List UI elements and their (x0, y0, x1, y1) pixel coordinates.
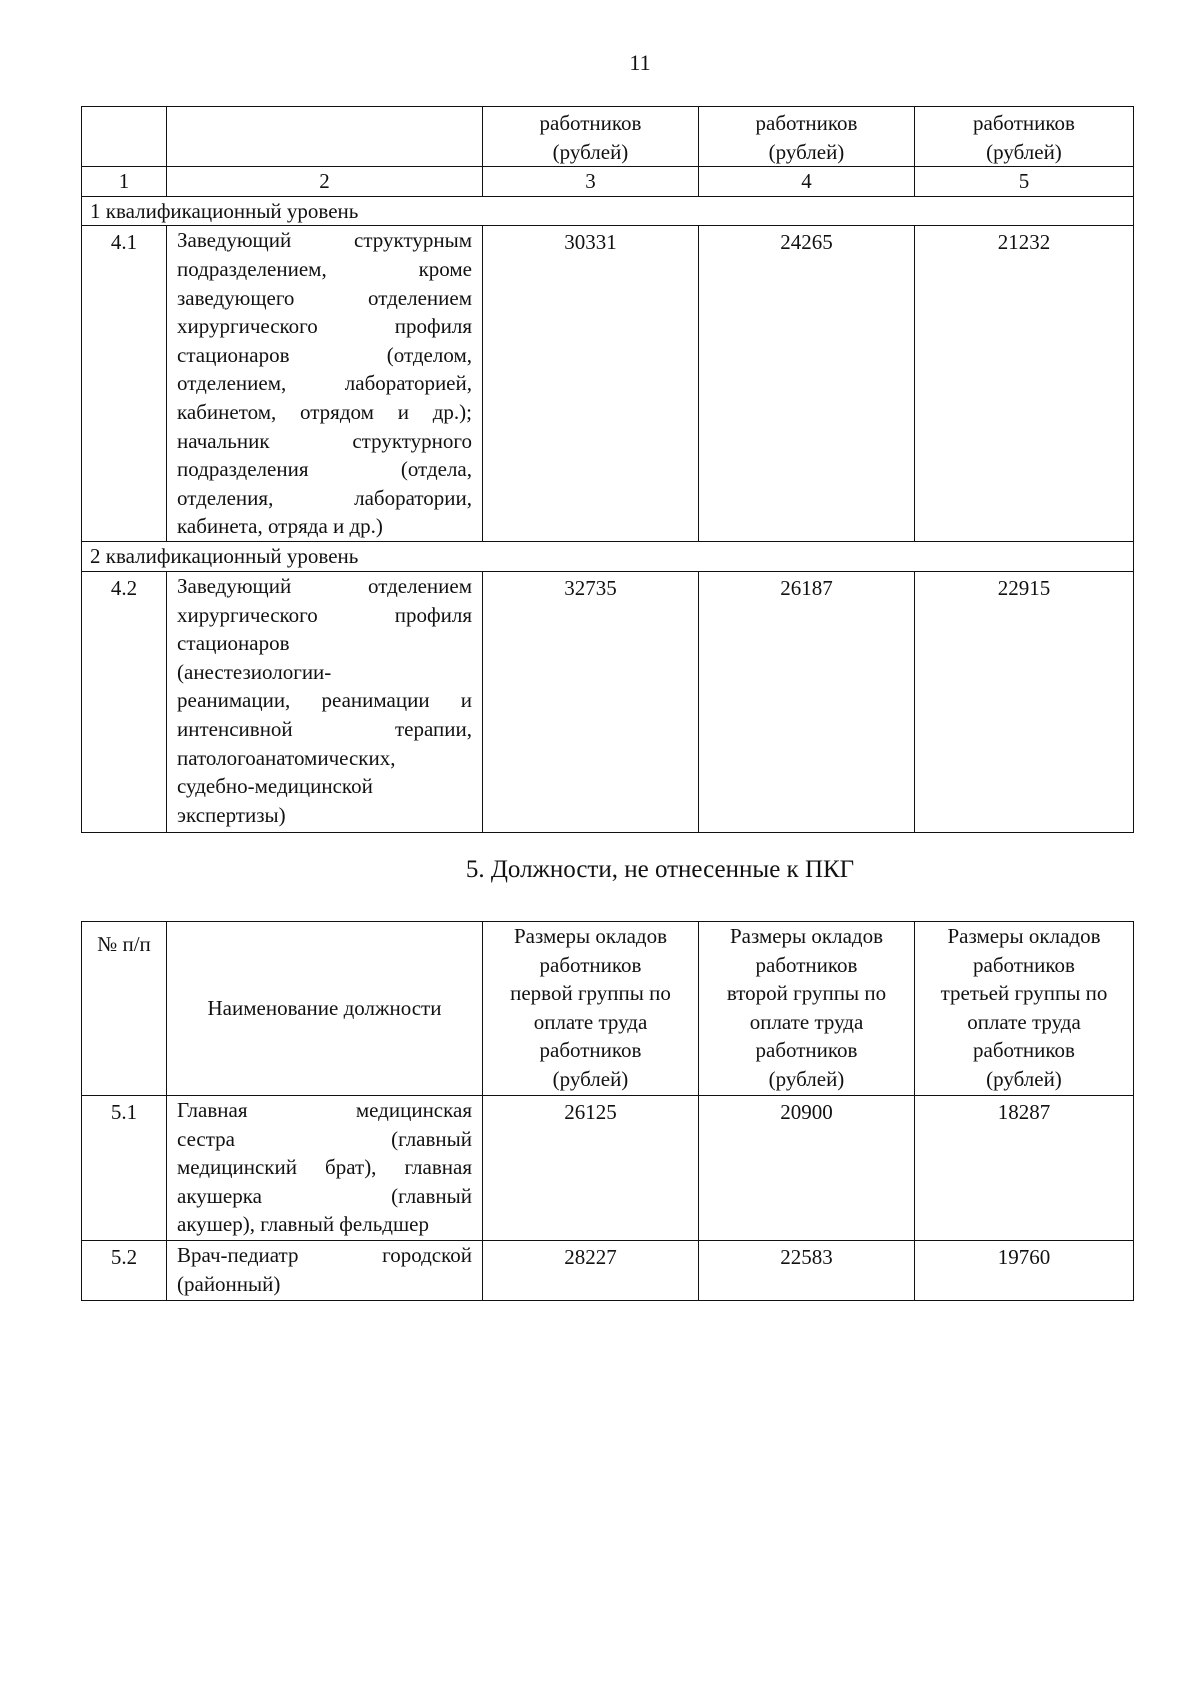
position-name-line: интенсивной терапии, (177, 716, 472, 741)
header-line: оплате труда (749, 1009, 864, 1034)
salary-table-non-pkg (81, 921, 1134, 1301)
salary-value: 22583 (699, 1241, 915, 1301)
salary-value: 32735 (483, 571, 699, 832)
column-number: 4 (699, 167, 915, 197)
header-cell-num: № п/п (82, 922, 167, 1096)
header-line: Размеры окладов (513, 924, 668, 948)
position-name-line: медицинский брат), главная (177, 1155, 472, 1180)
salary-value: 26125 (483, 1096, 699, 1241)
salary-value: 24265 (699, 226, 915, 542)
salary-value: 26187 (699, 571, 915, 832)
salary-value: 19760 (915, 1241, 1134, 1301)
salary-value: 21232 (915, 226, 1134, 542)
position-name (167, 226, 483, 542)
position-name-line: сестра (главный (177, 1126, 472, 1151)
qualification-level-row (82, 196, 1134, 226)
table-row (82, 571, 1134, 832)
header-line: (рублей) (552, 139, 629, 164)
position-name-line: акушерка (главный (177, 1183, 472, 1208)
header-cell-unit (699, 107, 915, 167)
header-line: работников (539, 111, 642, 135)
position-name-line: (районный) (177, 1271, 281, 1296)
position-name-line: хирургического профиля (177, 602, 472, 627)
header-line: третьей группы по (940, 981, 1108, 1006)
header-cell-empty (167, 107, 483, 167)
qualification-level-label: 2 квалификационный уровень (82, 542, 1134, 572)
salary-value: 28227 (483, 1241, 699, 1301)
table-row (82, 226, 1134, 542)
position-name-line: кабинетом, отрядом и др.); (177, 399, 472, 424)
header-line: работников (973, 1038, 1075, 1063)
header-line: (рублей) (552, 1066, 629, 1091)
header-cell-unit (483, 107, 699, 167)
header-line: (рублей) (986, 139, 1062, 164)
column-number-row (82, 167, 1134, 197)
position-name (167, 1241, 483, 1301)
row-number: 4.1 (82, 226, 167, 542)
position-name (167, 1096, 483, 1241)
position-name-line: кабинета, отряда и др.) (177, 514, 383, 539)
position-name-line: Заведующий отделением (177, 573, 472, 598)
column-number: 5 (915, 167, 1134, 197)
qualification-level-label: 1 квалификационный уровень (82, 196, 1134, 226)
position-name-line: подразделением, кроме (177, 256, 472, 281)
header-line: первой группы по (510, 981, 671, 1006)
table-header-row (82, 922, 1134, 1096)
position-name-line: стационаров (отделом, (177, 342, 472, 367)
column-number: 2 (167, 167, 483, 197)
salary-value: 22915 (915, 571, 1134, 832)
position-name-line: экспертизы) (177, 802, 286, 827)
column-number: 3 (483, 167, 699, 197)
header-line: работников (755, 111, 858, 135)
header-cell-unit (915, 107, 1134, 167)
position-name-line: судебно-медицинской (177, 774, 373, 799)
row-number: 5.2 (82, 1241, 167, 1301)
header-line: работников (755, 1038, 858, 1063)
position-name-line: заведующего отделением (177, 285, 472, 310)
salary-value: 30331 (483, 226, 699, 542)
header-line: работников (755, 952, 858, 977)
position-name-line: Врач-педиатр городской (177, 1243, 472, 1267)
position-name (167, 571, 483, 832)
position-name-line: реанимации, реанимации и (177, 688, 472, 713)
header-cell-name: Наименование должности (167, 922, 483, 1096)
salary-value: 18287 (915, 1096, 1134, 1241)
header-line: работников (973, 111, 1075, 135)
header-line: работников (539, 952, 642, 977)
position-name-line: Заведующий структурным (177, 228, 472, 253)
header-line: второй группы по (726, 981, 887, 1006)
header-line: оплате труда (967, 1009, 1081, 1034)
header-line: (рублей) (986, 1066, 1062, 1091)
header-line: работников (539, 1038, 642, 1063)
header-cell-group (483, 922, 699, 1096)
header-line: работников (973, 952, 1075, 977)
table-row (82, 1096, 1134, 1241)
header-line: Размеры окладов (729, 924, 884, 948)
position-name-line: подразделения (отдела, (177, 457, 472, 482)
table-header-row (82, 107, 1134, 167)
position-name-line: акушер), главный фельдшер (177, 1212, 429, 1237)
position-name-line: начальник структурного (177, 428, 472, 453)
header-line: (рублей) (768, 1066, 845, 1091)
position-name-line: отделением, лабораторией, (177, 371, 472, 396)
header-line: оплате труда (533, 1009, 648, 1034)
position-name-line: патологоанатомических, (177, 745, 396, 770)
qualification-level-row (82, 542, 1134, 572)
row-number: 4.2 (82, 571, 167, 832)
position-name-line: стационаров (177, 631, 290, 656)
table-row (82, 1241, 1134, 1301)
header-cell-empty (82, 107, 167, 167)
salary-value: 20900 (699, 1096, 915, 1241)
section-title: 5. Должности, не отнесенные к ПКГ (465, 856, 855, 883)
position-name-line: хирургического профиля (177, 314, 472, 339)
header-cell-group (915, 922, 1134, 1096)
page-number: 11 (629, 50, 651, 75)
position-name-line: Главная медицинская (177, 1098, 472, 1122)
row-number: 5.1 (82, 1096, 167, 1241)
salary-table-pkg4 (81, 106, 1134, 833)
header-line: Размеры окладов (947, 924, 1101, 948)
header-line: (рублей) (768, 139, 845, 164)
position-name-line: (анестезиологии- (177, 659, 332, 684)
header-cell-group (699, 922, 915, 1096)
column-number: 1 (82, 167, 167, 197)
position-name-line: отделения, лаборатории, (177, 485, 472, 510)
